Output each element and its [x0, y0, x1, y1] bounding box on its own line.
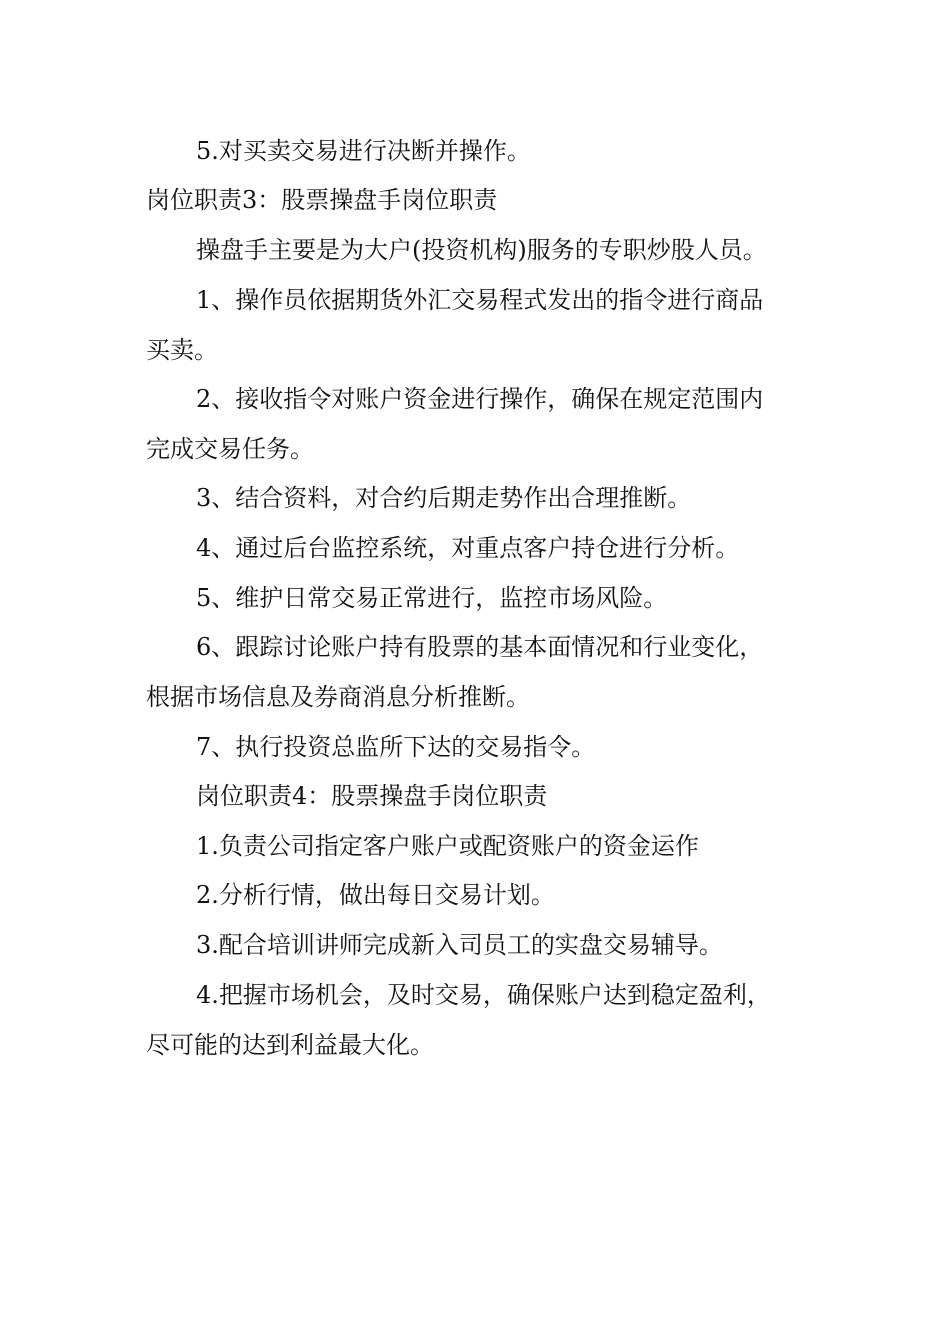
- item-7: 7、执行投资总监所下达的交易指令。: [196, 733, 596, 761]
- duty-4-item-4-line-2: 尽可能的达到利益最大化。: [146, 1031, 434, 1059]
- section-heading-duty-3: 岗位职责3：股票操盘手岗位职责: [146, 186, 498, 214]
- item-4: 4、通过后台监控系统，对重点客户持仓进行分析。: [196, 534, 740, 562]
- item-1-line-2: 买卖。: [146, 336, 218, 364]
- duty-4-item-3: 3.配合培训讲师完成新入司员工的实盘交易辅导。: [196, 931, 723, 959]
- item-1-line-1: 1、操作员依据期货外汇交易程式发出的指令进行商品: [196, 286, 764, 314]
- duty-4-item-4-line-1: 4.把握市场机会，及时交易，确保账户达到稳定盈利，: [196, 981, 771, 1009]
- duty-4-item-2: 2.分析行情，做出每日交易计划。: [196, 881, 555, 909]
- item-5-decision-operation: 5.对买卖交易进行决断并操作。: [196, 137, 531, 165]
- intro-paragraph: 操盘手主要是为大户(投资机构)服务的专职炒股人员。: [196, 236, 767, 264]
- duty-4-item-1: 1.负责公司指定客户账户或配资账户的资金运作: [196, 832, 699, 860]
- item-3: 3、结合资料，对合约后期走势作出合理推断。: [196, 484, 692, 512]
- item-2-line-2: 完成交易任务。: [146, 435, 314, 463]
- item-6-line-2: 根据市场信息及券商消息分析推断。: [146, 683, 530, 711]
- item-5: 5、维护日常交易正常进行，监控市场风险。: [196, 584, 668, 612]
- item-6-line-1: 6、跟踪讨论账户持有股票的基本面情况和行业变化，: [196, 633, 764, 661]
- item-2-line-1: 2、接收指令对账户资金进行操作，确保在规定范围内: [196, 385, 764, 413]
- section-heading-duty-4: 岗位职责4：股票操盘手岗位职责: [196, 782, 548, 810]
